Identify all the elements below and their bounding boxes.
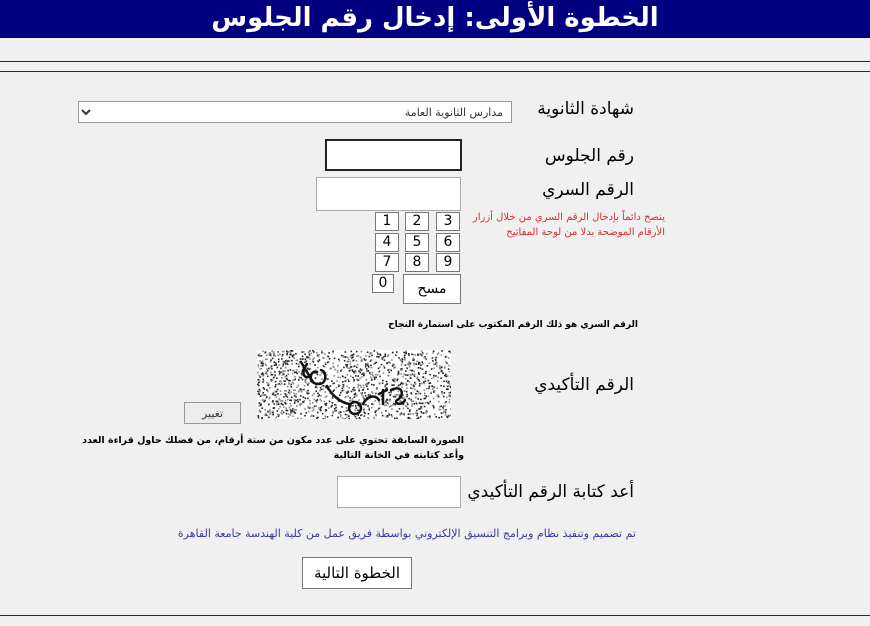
password-label: الرقم السري	[542, 180, 634, 200]
keypad-9-button[interactable]: 9	[436, 253, 460, 272]
divider-bottom	[0, 615, 870, 616]
keypad-6-button[interactable]: 6	[436, 233, 460, 252]
keypad-5-button[interactable]: 5	[405, 233, 429, 252]
captcha-note: الصورة السابقة تحتوي على عدد مكون من ستة أرقام، من فضلك حاول قراءة العدد وأعد كتابته في الخانة التالية	[82, 435, 464, 461]
password-input[interactable]	[316, 177, 461, 211]
page-title: الخطوة الأولى: إدخال رقم الجلوس	[211, 3, 659, 33]
keypad-2-button[interactable]: 2	[405, 212, 429, 231]
keypad-0-button[interactable]: 0	[372, 274, 394, 293]
captcha-noise	[257, 350, 451, 419]
certificate-label: شهادة الثانوية	[537, 99, 634, 119]
captcha-image	[257, 350, 451, 419]
keypad-4-button[interactable]: 4	[375, 233, 399, 252]
credits-text: تم تصميم وتنفيذ نظام وبرامج التنسيق الإلكتروني بواسطة فريق عمل من كلية الهندسة جامعة القاهرة	[177, 527, 636, 540]
clear-button[interactable]: مسح	[403, 274, 461, 304]
change-captcha-button[interactable]: تغيير	[184, 402, 241, 424]
next-step-button[interactable]: الخطوة التالية	[302, 557, 412, 589]
password-note: ينصح دائماً بإدخال الرقم السري من خلال أزرار الأرقام الموضحة بدلا من لوحة المفاتيح	[472, 212, 665, 238]
keypad-3-button[interactable]: 3	[436, 212, 460, 231]
confirm-captcha-input[interactable]	[337, 476, 461, 508]
divider-top	[0, 61, 870, 62]
divider-top-2	[0, 71, 870, 72]
password-hint: الرقم السري هو ذلك الرقم المكتوب على استمارة النجاح	[388, 320, 638, 330]
certificate-select[interactable]	[78, 101, 512, 123]
keypad-8-button[interactable]: 8	[405, 253, 429, 272]
keypad-7-button[interactable]: 7	[375, 253, 399, 272]
keypad-1-button[interactable]: 1	[375, 212, 399, 231]
confirm-captcha-label: أعد كتابة الرقم التأكيدي	[467, 482, 634, 502]
seat-number-input[interactable]	[325, 139, 462, 171]
seat-number-label: رقم الجلوس	[544, 146, 634, 166]
captcha-label: الرقم التأكيدي	[534, 375, 634, 395]
